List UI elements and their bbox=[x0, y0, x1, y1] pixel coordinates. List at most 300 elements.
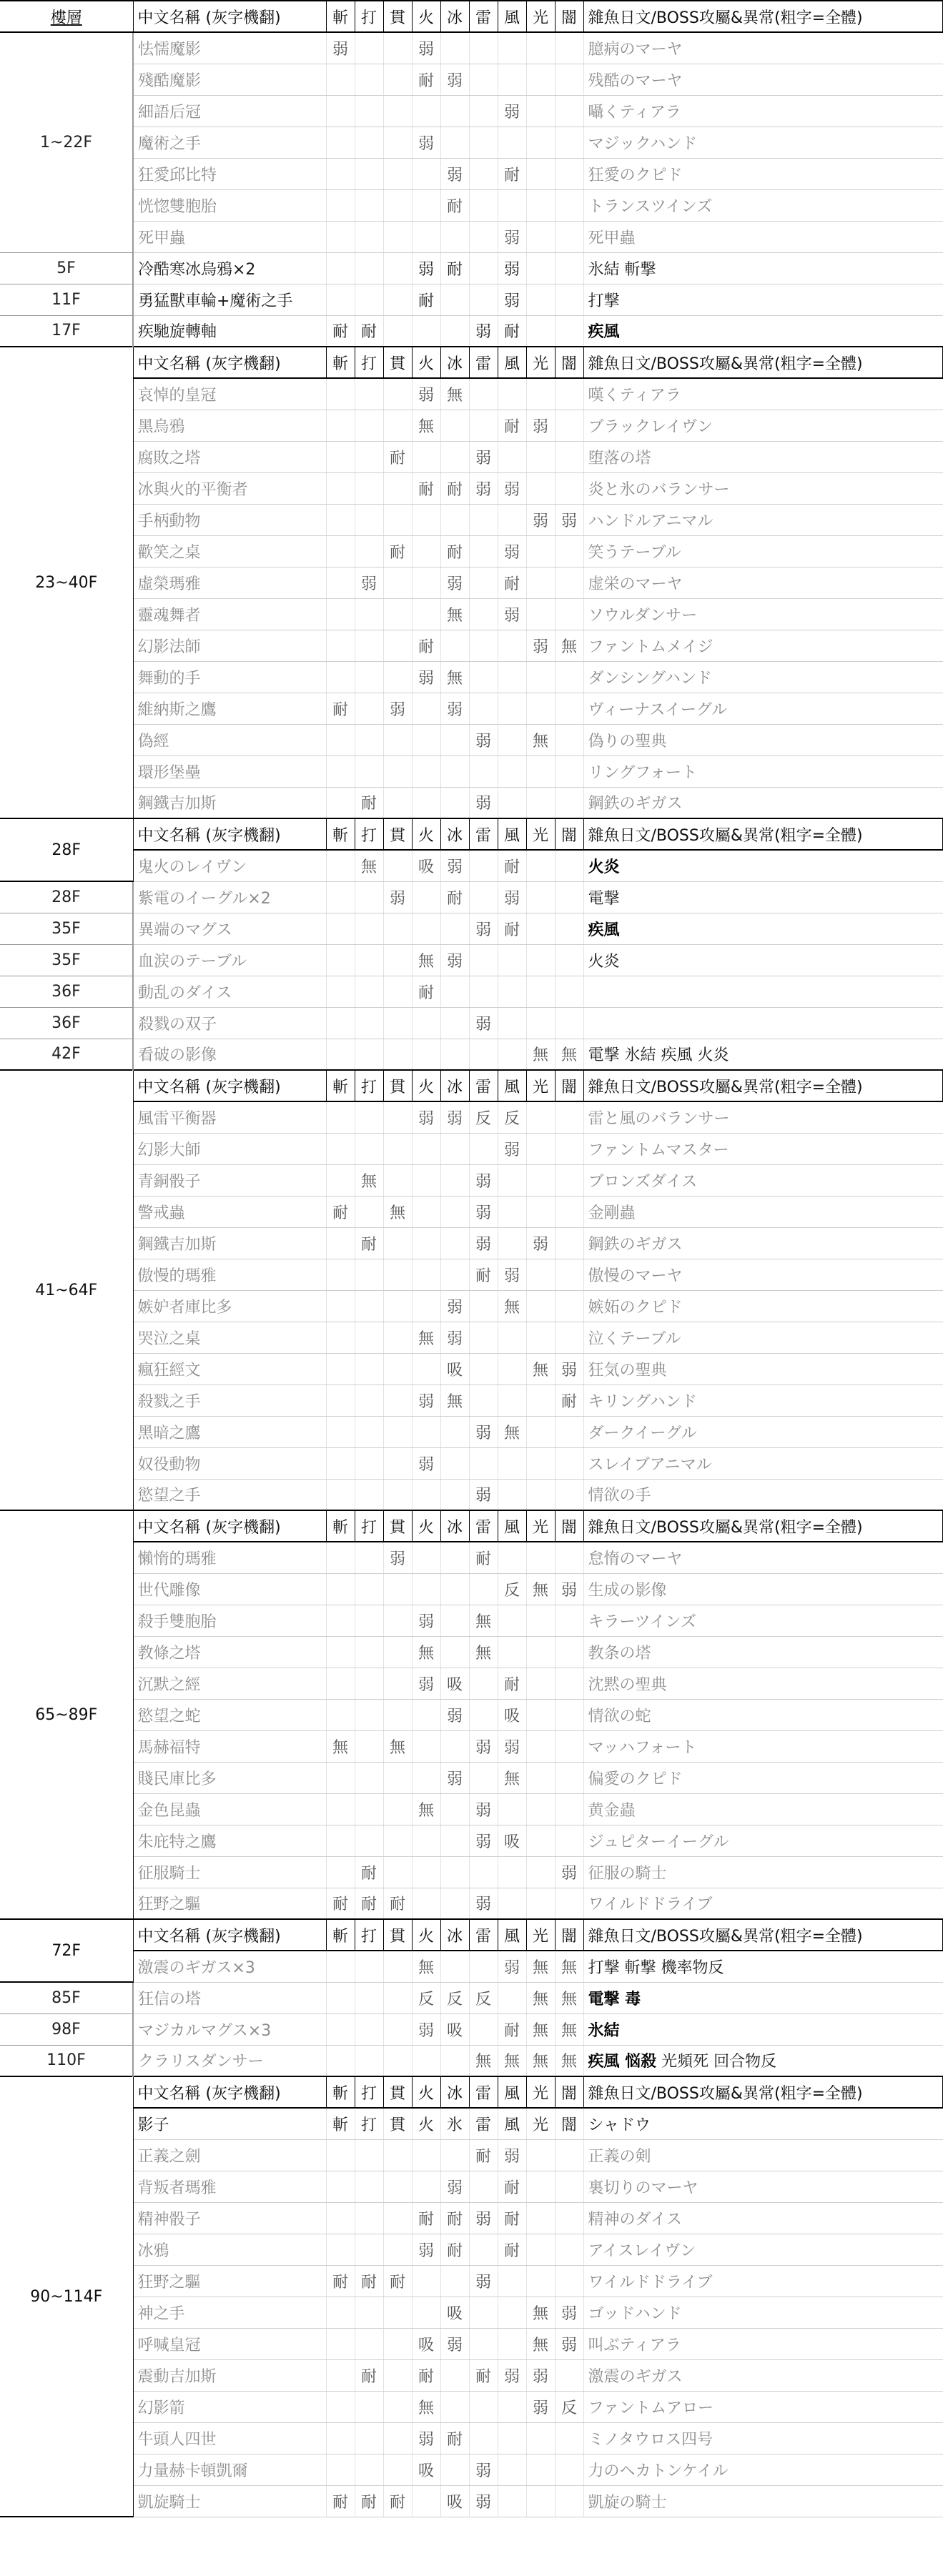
element-cell bbox=[383, 756, 412, 787]
table-row bbox=[0, 1856, 943, 1888]
header-element: 光 bbox=[526, 1510, 555, 1542]
element-cell bbox=[555, 535, 583, 567]
element-cell: 弱 bbox=[469, 913, 498, 944]
table-row bbox=[0, 630, 943, 661]
element-cell bbox=[469, 1133, 498, 1164]
header-jp: 雜魚日文/BOSS攻屬&異常(粗字=全體) bbox=[583, 347, 943, 378]
element-cell bbox=[355, 1416, 383, 1447]
element-cell bbox=[526, 252, 555, 284]
element-cell bbox=[412, 787, 440, 818]
enemy-name: 傲慢的瑪雅 bbox=[133, 1259, 326, 1290]
element-cell: 弱 bbox=[440, 1762, 469, 1793]
header-jp: 雜魚日文/BOSS攻屬&異常(粗字=全體) bbox=[583, 1070, 943, 1101]
element-cell: 吸 bbox=[440, 2485, 469, 2517]
header-element: 闇 bbox=[555, 1070, 583, 1101]
enemy-name: 怯懦魔影 bbox=[133, 32, 326, 64]
element-cell bbox=[440, 284, 469, 315]
enemy-note: 沈黙の聖典 bbox=[583, 1668, 943, 1699]
element-cell bbox=[326, 2391, 355, 2422]
table-row bbox=[0, 913, 943, 944]
element-cell bbox=[383, 1479, 412, 1510]
enemy-note bbox=[583, 2045, 943, 2076]
element-cell bbox=[355, 2013, 383, 2045]
table-row bbox=[0, 2422, 943, 2454]
enemy-note: リングフォート bbox=[583, 756, 943, 787]
enemy-note: ゴッドハンド bbox=[583, 2297, 943, 2328]
element-cell: 弱 bbox=[498, 472, 526, 504]
element-cell bbox=[326, 441, 355, 472]
element-cell bbox=[498, 1856, 526, 1888]
enemy-name: 神之手 bbox=[133, 2297, 326, 2328]
header-element: 光 bbox=[526, 347, 555, 378]
header-element: 斬 bbox=[326, 818, 355, 850]
element-cell bbox=[555, 284, 583, 315]
enemy-name: 賤民庫比多 bbox=[133, 1762, 326, 1793]
header-element: 貫 bbox=[383, 1070, 412, 1101]
element-cell bbox=[440, 1793, 469, 1825]
element-cell bbox=[498, 976, 526, 1007]
element-cell bbox=[555, 441, 583, 472]
floor-cell: 36F bbox=[0, 1007, 133, 1039]
table-body bbox=[0, 1, 943, 2517]
element-cell bbox=[526, 378, 555, 410]
element-cell bbox=[498, 1888, 526, 1919]
element-cell: 吸 bbox=[440, 2297, 469, 2328]
element-cell bbox=[383, 95, 412, 127]
element-cell bbox=[469, 976, 498, 1007]
element-cell bbox=[555, 1888, 583, 1919]
enemy-name: 幻影法師 bbox=[133, 630, 326, 661]
element-cell bbox=[555, 1762, 583, 1793]
element-cell bbox=[412, 189, 440, 221]
element-cell bbox=[412, 1856, 440, 1888]
element-cell bbox=[355, 2139, 383, 2171]
element-cell bbox=[412, 1699, 440, 1730]
enemy-note: 嘆くティアラ bbox=[583, 378, 943, 410]
element-cell: 弱 bbox=[469, 787, 498, 818]
element-cell bbox=[498, 441, 526, 472]
enemy-note: ヴィーナスイーグル bbox=[583, 693, 943, 724]
element-cell bbox=[326, 787, 355, 818]
enemy-name: 風雷平衡器 bbox=[133, 1101, 326, 1133]
element-cell bbox=[383, 2359, 412, 2391]
enemy-note: 電撃 bbox=[583, 881, 943, 913]
header-element: 貫 bbox=[383, 818, 412, 850]
table-row bbox=[0, 378, 943, 410]
enemy-name: 紫電のイーグル×2 bbox=[133, 881, 326, 913]
table-row bbox=[0, 1762, 943, 1793]
element-cell: 弱 bbox=[412, 1668, 440, 1699]
element-cell bbox=[469, 1353, 498, 1384]
element-cell bbox=[383, 127, 412, 158]
header-element: 斬 bbox=[326, 2076, 355, 2108]
enemy-name: 環形堡壘 bbox=[133, 756, 326, 787]
element-cell bbox=[498, 1196, 526, 1227]
element-cell: 反 bbox=[412, 1982, 440, 2013]
enemy-note: 堕落の塔 bbox=[583, 441, 943, 472]
element-cell bbox=[498, 2454, 526, 2485]
element-cell bbox=[326, 2454, 355, 2485]
enemy-name: 瘋狂經文 bbox=[133, 1353, 326, 1384]
table-row bbox=[0, 1416, 943, 1447]
floor-cell: 23~40F bbox=[0, 347, 133, 818]
enemy-name: 世代雕像 bbox=[133, 1573, 326, 1605]
header-element: 光 bbox=[526, 1070, 555, 1101]
element-cell bbox=[469, 2234, 498, 2265]
enemy-name: 嫉妒者庫比多 bbox=[133, 1290, 326, 1322]
header-element: 打 bbox=[355, 818, 383, 850]
element-cell bbox=[383, 2422, 412, 2454]
element-cell bbox=[326, 2139, 355, 2171]
element-cell bbox=[526, 535, 555, 567]
element-cell bbox=[498, 693, 526, 724]
header-name: 中文名稱 (灰字機翻) bbox=[133, 1070, 326, 1101]
enemy-name: 幻影大師 bbox=[133, 1133, 326, 1164]
element-cell bbox=[383, 1447, 412, 1479]
header-jp: 雜魚日文/BOSS攻屬&異常(粗字=全體) bbox=[583, 818, 943, 850]
floor-column-header: 樓層 bbox=[0, 1, 133, 32]
enemy-name: 手柄動物 bbox=[133, 504, 326, 535]
element-cell: 無 bbox=[440, 1384, 469, 1416]
enemy-note: 嫉妬のクピド bbox=[583, 1290, 943, 1322]
enemy-note: 生成の影像 bbox=[583, 1573, 943, 1605]
enemy-note: トランスツインズ bbox=[583, 189, 943, 221]
table-row bbox=[0, 2234, 943, 2265]
element-cell bbox=[326, 881, 355, 913]
element-cell bbox=[555, 724, 583, 756]
element-cell bbox=[326, 598, 355, 630]
element-cell bbox=[555, 567, 583, 598]
element-cell bbox=[355, 158, 383, 189]
table-row bbox=[0, 2454, 943, 2485]
table-row bbox=[0, 1730, 943, 1762]
enemy-name: 動乱のダイス bbox=[133, 976, 326, 1007]
element-cell bbox=[412, 158, 440, 189]
element-cell: 弱 bbox=[469, 2454, 498, 2485]
header-row bbox=[0, 2076, 943, 2108]
element-cell bbox=[412, 1196, 440, 1227]
element-cell bbox=[355, 64, 383, 95]
element-cell bbox=[440, 2265, 469, 2297]
element-cell bbox=[383, 1133, 412, 1164]
element-cell: 弱 bbox=[469, 2202, 498, 2234]
element-cell bbox=[440, 1825, 469, 1856]
enemy-note: マジックハンド bbox=[583, 127, 943, 158]
element-cell bbox=[383, 1636, 412, 1668]
table-row bbox=[0, 1888, 943, 1919]
element-cell bbox=[526, 2234, 555, 2265]
enemy-note: 打撃 斬撃 機率物反 bbox=[583, 1951, 943, 1982]
element-cell bbox=[526, 1007, 555, 1039]
element-cell bbox=[469, 1951, 498, 1982]
floor-cell: 1~22F bbox=[0, 32, 133, 252]
enemy-name: 冰與火的平衡者 bbox=[133, 472, 326, 504]
header-element: 光 bbox=[526, 818, 555, 850]
enemy-note: 電撃 毒 bbox=[583, 1982, 943, 2013]
element-cell: 弱 bbox=[412, 378, 440, 410]
element-cell bbox=[383, 315, 412, 347]
element-cell bbox=[355, 976, 383, 1007]
floor-cell: 17F bbox=[0, 315, 133, 347]
element-cell bbox=[326, 567, 355, 598]
header-element: 打 bbox=[355, 1070, 383, 1101]
element-cell bbox=[383, 2045, 412, 2076]
element-cell: 弱 bbox=[469, 1007, 498, 1039]
enemy-name: 力量赫卡頓凱爾 bbox=[133, 2454, 326, 2485]
element-cell: 耐 bbox=[355, 2265, 383, 2297]
enemy-note: 精神のダイス bbox=[583, 2202, 943, 2234]
table-row bbox=[0, 693, 943, 724]
element-cell: 弱 bbox=[469, 2485, 498, 2517]
table-row bbox=[0, 1825, 943, 1856]
element-cell bbox=[412, 1039, 440, 1070]
enemy-name: 偽經 bbox=[133, 724, 326, 756]
enemy-name: 虛榮瑪雅 bbox=[133, 567, 326, 598]
table-row bbox=[0, 2297, 943, 2328]
element-cell bbox=[526, 1668, 555, 1699]
element-cell bbox=[383, 284, 412, 315]
table-row bbox=[0, 1353, 943, 1384]
header-element: 雷 bbox=[469, 1510, 498, 1542]
enemy-name: 正義之劍 bbox=[133, 2139, 326, 2171]
table-row bbox=[0, 127, 943, 158]
element-cell bbox=[383, 64, 412, 95]
element-cell bbox=[412, 1416, 440, 1447]
element-cell: 弱 bbox=[469, 1416, 498, 1447]
header-row bbox=[0, 347, 943, 378]
element-cell bbox=[383, 504, 412, 535]
element-cell: 弱 bbox=[440, 850, 469, 881]
element-cell bbox=[355, 1259, 383, 1290]
table-row bbox=[0, 787, 943, 818]
element-cell: 耐 bbox=[498, 2013, 526, 2045]
element-cell: 弱 bbox=[469, 1479, 498, 1510]
element-cell bbox=[326, 189, 355, 221]
element-cell bbox=[526, 944, 555, 976]
element-cell bbox=[326, 661, 355, 693]
enemy-note: 鋼鉄のギガス bbox=[583, 787, 943, 818]
enemy-note: 偽りの聖典 bbox=[583, 724, 943, 756]
element-cell bbox=[326, 2328, 355, 2359]
element-cell bbox=[498, 32, 526, 64]
element-cell bbox=[412, 221, 440, 252]
element-cell: 弱 bbox=[555, 1856, 583, 1888]
element-cell bbox=[469, 598, 498, 630]
element-cell bbox=[469, 410, 498, 441]
enemy-name: 舞動的手 bbox=[133, 661, 326, 693]
element-cell bbox=[326, 1416, 355, 1447]
table-row bbox=[0, 1982, 943, 2013]
element-cell bbox=[383, 221, 412, 252]
enemy-note-part: 疾風 悩殺 bbox=[588, 2053, 657, 2071]
element-cell bbox=[326, 2013, 355, 2045]
element-cell: 吸 bbox=[440, 1668, 469, 1699]
element-cell bbox=[526, 2485, 555, 2517]
element-cell bbox=[326, 535, 355, 567]
table-row bbox=[0, 441, 943, 472]
enemy-note: 情欲の手 bbox=[583, 1479, 943, 1510]
enemy-note: 教条の塔 bbox=[583, 1636, 943, 1668]
element-cell: 弱 bbox=[469, 1227, 498, 1259]
element-cell bbox=[498, 1227, 526, 1259]
header-element: 闇 bbox=[555, 1919, 583, 1951]
element-cell bbox=[469, 189, 498, 221]
element-cell: 耐 bbox=[469, 1259, 498, 1290]
header-element: 闇 bbox=[555, 818, 583, 850]
enemy-note: 残酷のマーヤ bbox=[583, 64, 943, 95]
table-row bbox=[0, 1039, 943, 1070]
element-cell bbox=[555, 2202, 583, 2234]
enemy-name: 警戒蟲 bbox=[133, 1196, 326, 1227]
element-cell: 無 bbox=[469, 1605, 498, 1636]
enemy-name: 冷酷寒冰烏鴉×2 bbox=[133, 252, 326, 284]
element-cell bbox=[355, 1101, 383, 1133]
element-cell: 打 bbox=[355, 2108, 383, 2139]
element-cell: 弱 bbox=[412, 2234, 440, 2265]
element-cell bbox=[383, 976, 412, 1007]
element-cell bbox=[412, 1762, 440, 1793]
element-cell: 耐 bbox=[383, 1888, 412, 1919]
element-cell bbox=[555, 913, 583, 944]
table-row bbox=[0, 472, 943, 504]
floor-cell: 98F bbox=[0, 2013, 133, 2045]
element-cell bbox=[440, 127, 469, 158]
header-element: 冰 bbox=[440, 1510, 469, 1542]
element-cell bbox=[326, 1101, 355, 1133]
element-cell: 弱 bbox=[469, 1196, 498, 1227]
element-cell bbox=[326, 1605, 355, 1636]
header-element: 貫 bbox=[383, 1, 412, 32]
element-cell bbox=[469, 2171, 498, 2202]
enemy-name: 殺戮之手 bbox=[133, 1384, 326, 1416]
header-jp: 雜魚日文/BOSS攻屬&異常(粗字=全體) bbox=[583, 1, 943, 32]
element-cell bbox=[440, 1259, 469, 1290]
element-cell bbox=[555, 1259, 583, 1290]
element-cell bbox=[326, 2202, 355, 2234]
element-cell bbox=[555, 158, 583, 189]
element-cell bbox=[355, 2422, 383, 2454]
enemy-name: 鬼火のレイヴン bbox=[133, 850, 326, 881]
element-cell bbox=[555, 1699, 583, 1730]
enemy-name: 維納斯之鷹 bbox=[133, 693, 326, 724]
table-row bbox=[0, 1479, 943, 1510]
element-cell bbox=[469, 378, 498, 410]
element-cell bbox=[355, 1982, 383, 2013]
enemy-name: 勇猛獸車輪+魔術之手 bbox=[133, 284, 326, 315]
floor-cell: 28F bbox=[0, 881, 133, 913]
element-cell: 無 bbox=[440, 661, 469, 693]
element-cell bbox=[526, 472, 555, 504]
element-cell: 無 bbox=[555, 2045, 583, 2076]
header-name: 中文名稱 (灰字機翻) bbox=[133, 818, 326, 850]
element-cell: 無 bbox=[412, 2391, 440, 2422]
element-cell bbox=[355, 504, 383, 535]
element-cell bbox=[412, 724, 440, 756]
element-cell bbox=[412, 504, 440, 535]
element-cell: 弱 bbox=[412, 127, 440, 158]
element-cell bbox=[526, 2265, 555, 2297]
element-cell bbox=[326, 472, 355, 504]
element-cell bbox=[383, 410, 412, 441]
element-cell: 反 bbox=[469, 1101, 498, 1133]
enemy-note: ブロンズダイス bbox=[583, 1164, 943, 1196]
element-cell bbox=[555, 2234, 583, 2265]
element-cell bbox=[526, 1133, 555, 1164]
header-element: 冰 bbox=[440, 347, 469, 378]
table-row bbox=[0, 1668, 943, 1699]
element-cell bbox=[355, 441, 383, 472]
enemy-name: 激震のギガス×3 bbox=[133, 1951, 326, 1982]
header-element: 冰 bbox=[440, 818, 469, 850]
element-cell: 弱 bbox=[469, 1825, 498, 1856]
enemy-name: 凱旋騎士 bbox=[133, 2485, 326, 2517]
element-cell bbox=[555, 850, 583, 881]
element-cell: 耐 bbox=[498, 567, 526, 598]
element-cell bbox=[440, 1164, 469, 1196]
floor-cell: 5F bbox=[0, 252, 133, 284]
element-cell bbox=[498, 1007, 526, 1039]
element-cell bbox=[383, 2139, 412, 2171]
element-cell bbox=[355, 1825, 383, 1856]
element-cell bbox=[355, 2328, 383, 2359]
header-name: 中文名稱 (灰字機翻) bbox=[133, 1510, 326, 1542]
enemy-name: 異端のマグス bbox=[133, 913, 326, 944]
element-cell: 反 bbox=[440, 1982, 469, 2013]
header-element: 風 bbox=[498, 2076, 526, 2108]
element-cell: 闇 bbox=[555, 2108, 583, 2139]
element-cell: 弱 bbox=[469, 724, 498, 756]
enemy-note: 征服の騎士 bbox=[583, 1856, 943, 1888]
element-cell bbox=[355, 1133, 383, 1164]
enemy-name: 魔術之手 bbox=[133, 127, 326, 158]
element-cell bbox=[355, 1951, 383, 1982]
element-cell bbox=[326, 850, 355, 881]
element-cell bbox=[526, 1542, 555, 1573]
element-cell bbox=[526, 1416, 555, 1447]
element-cell bbox=[383, 850, 412, 881]
element-cell bbox=[555, 1133, 583, 1164]
table-row bbox=[0, 1447, 943, 1479]
element-cell bbox=[498, 1605, 526, 1636]
element-cell: 弱 bbox=[498, 1133, 526, 1164]
element-cell: 無 bbox=[526, 2328, 555, 2359]
element-cell bbox=[355, 378, 383, 410]
header-element: 光 bbox=[526, 2076, 555, 2108]
table-row bbox=[0, 1384, 943, 1416]
element-cell bbox=[526, 756, 555, 787]
element-cell bbox=[469, 1699, 498, 1730]
header-element: 冰 bbox=[440, 2076, 469, 2108]
table-row bbox=[0, 1164, 943, 1196]
table-row bbox=[0, 724, 943, 756]
header-element: 貫 bbox=[383, 1510, 412, 1542]
element-cell: 耐 bbox=[412, 2202, 440, 2234]
element-cell bbox=[469, 661, 498, 693]
element-cell bbox=[412, 315, 440, 347]
enemy-name: 黑烏鴉 bbox=[133, 410, 326, 441]
element-cell: 弱 bbox=[440, 693, 469, 724]
element-cell bbox=[355, 1039, 383, 1070]
element-cell bbox=[555, 2485, 583, 2517]
header-element: 風 bbox=[498, 1919, 526, 1951]
header-element: 風 bbox=[498, 1510, 526, 1542]
element-cell bbox=[526, 1762, 555, 1793]
enemy-note: 火炎 bbox=[583, 944, 943, 976]
element-cell: 無 bbox=[526, 2013, 555, 2045]
element-cell bbox=[440, 1856, 469, 1888]
element-cell bbox=[555, 1730, 583, 1762]
element-cell bbox=[440, 504, 469, 535]
